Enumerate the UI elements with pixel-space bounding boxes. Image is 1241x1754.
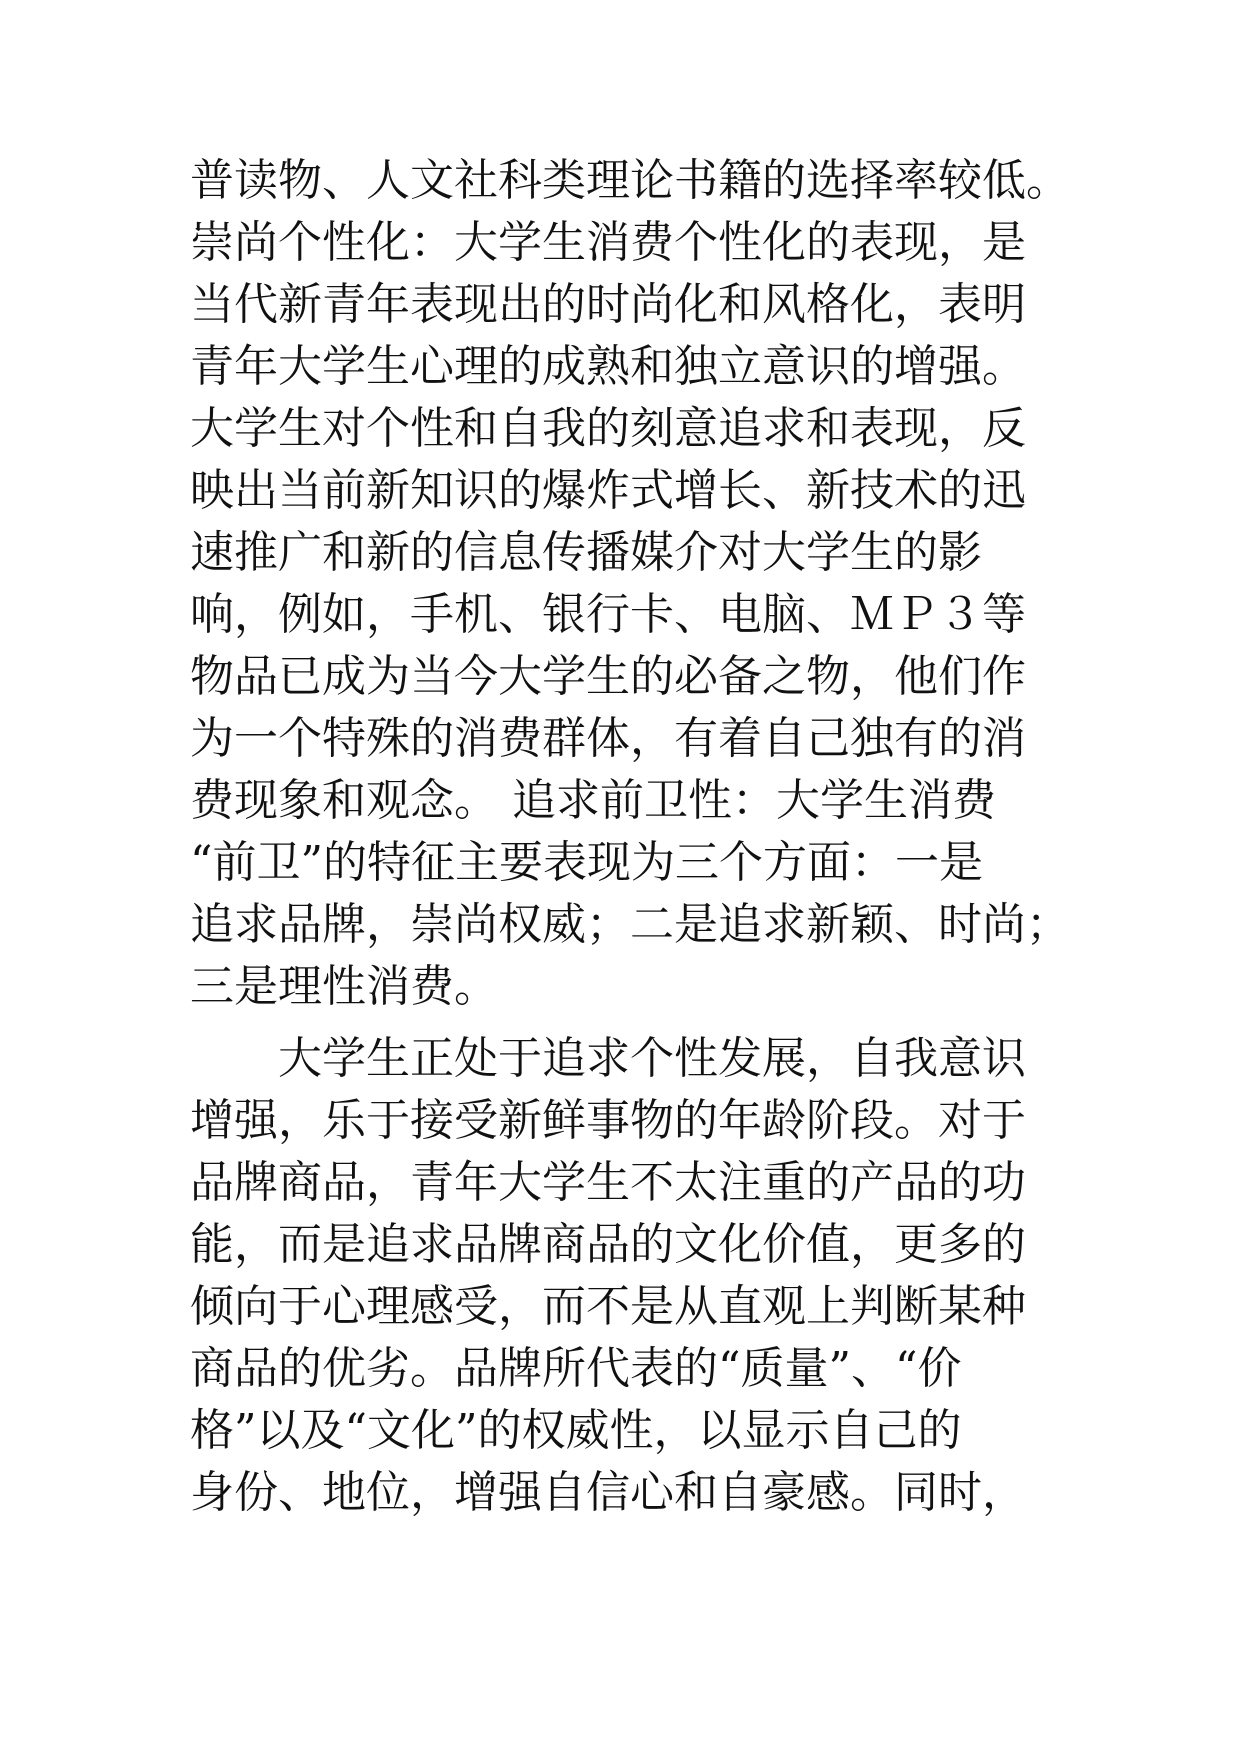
text-line: 身份、地位，增强自信心和自豪感。同时， [190, 1467, 1026, 1518]
text-line: 三是理性消费。 [190, 961, 498, 1012]
text-line: 能，而是追求品牌商品的文化价值，更多的 [190, 1219, 1026, 1270]
text-line: 响，例如，手机、银行卡、电脑、ＭＰ３等 [190, 589, 1026, 640]
text-line: 大学生对个性和自我的刻意追求和表现，反 [190, 403, 1026, 454]
text-line: 商品的优劣。品牌所代表的“质量”、“价 [190, 1343, 962, 1394]
text-line: 增强，乐于接受新鲜事物的年龄阶段。对于 [190, 1095, 1026, 1146]
text-line: 当代新青年表现出的时尚化和风格化，表明 [190, 279, 1026, 330]
text-line: 品牌商品，青年大学生不太注重的产品的功 [190, 1157, 1026, 1208]
text-line: 青年大学生心理的成熟和独立意识的增强。 [190, 341, 1026, 392]
text-line: 为一个特殊的消费群体，有着自己独有的消 [190, 713, 1026, 764]
paragraph-first-line: 大学生正处于追求个性发展，自我意识 [278, 1033, 1026, 1084]
text-line: “前卫”的特征主要表现为三个方面：一是 [190, 837, 983, 888]
text-line: 格”以及“文化”的权威性，以显示自己的 [190, 1405, 962, 1456]
text-line: 费现象和观念。 追求前卫性：大学生消费 [190, 775, 996, 826]
body-text [190, 150, 1241, 1524]
text-line: 普读物、人文社科类理论书籍的选择率较低。 [190, 155, 1070, 206]
text-line: 映出当前新知识的爆炸式增长、新技术的迅 [190, 465, 1026, 516]
text-line: 倾向于心理感受，而不是从直观上判断某种 [190, 1281, 1026, 1332]
text-line: 速推广和新的信息传播媒介对大学生的影 [190, 527, 982, 578]
text-line: 物品已成为当今大学生的必备之物，他们作 [190, 651, 1026, 702]
text-line: 追求品牌，崇尚权威；二是追求新颖、时尚； [190, 899, 1070, 950]
text-line: 崇尚个性化：大学生消费个性化的表现，是 [190, 217, 1026, 268]
